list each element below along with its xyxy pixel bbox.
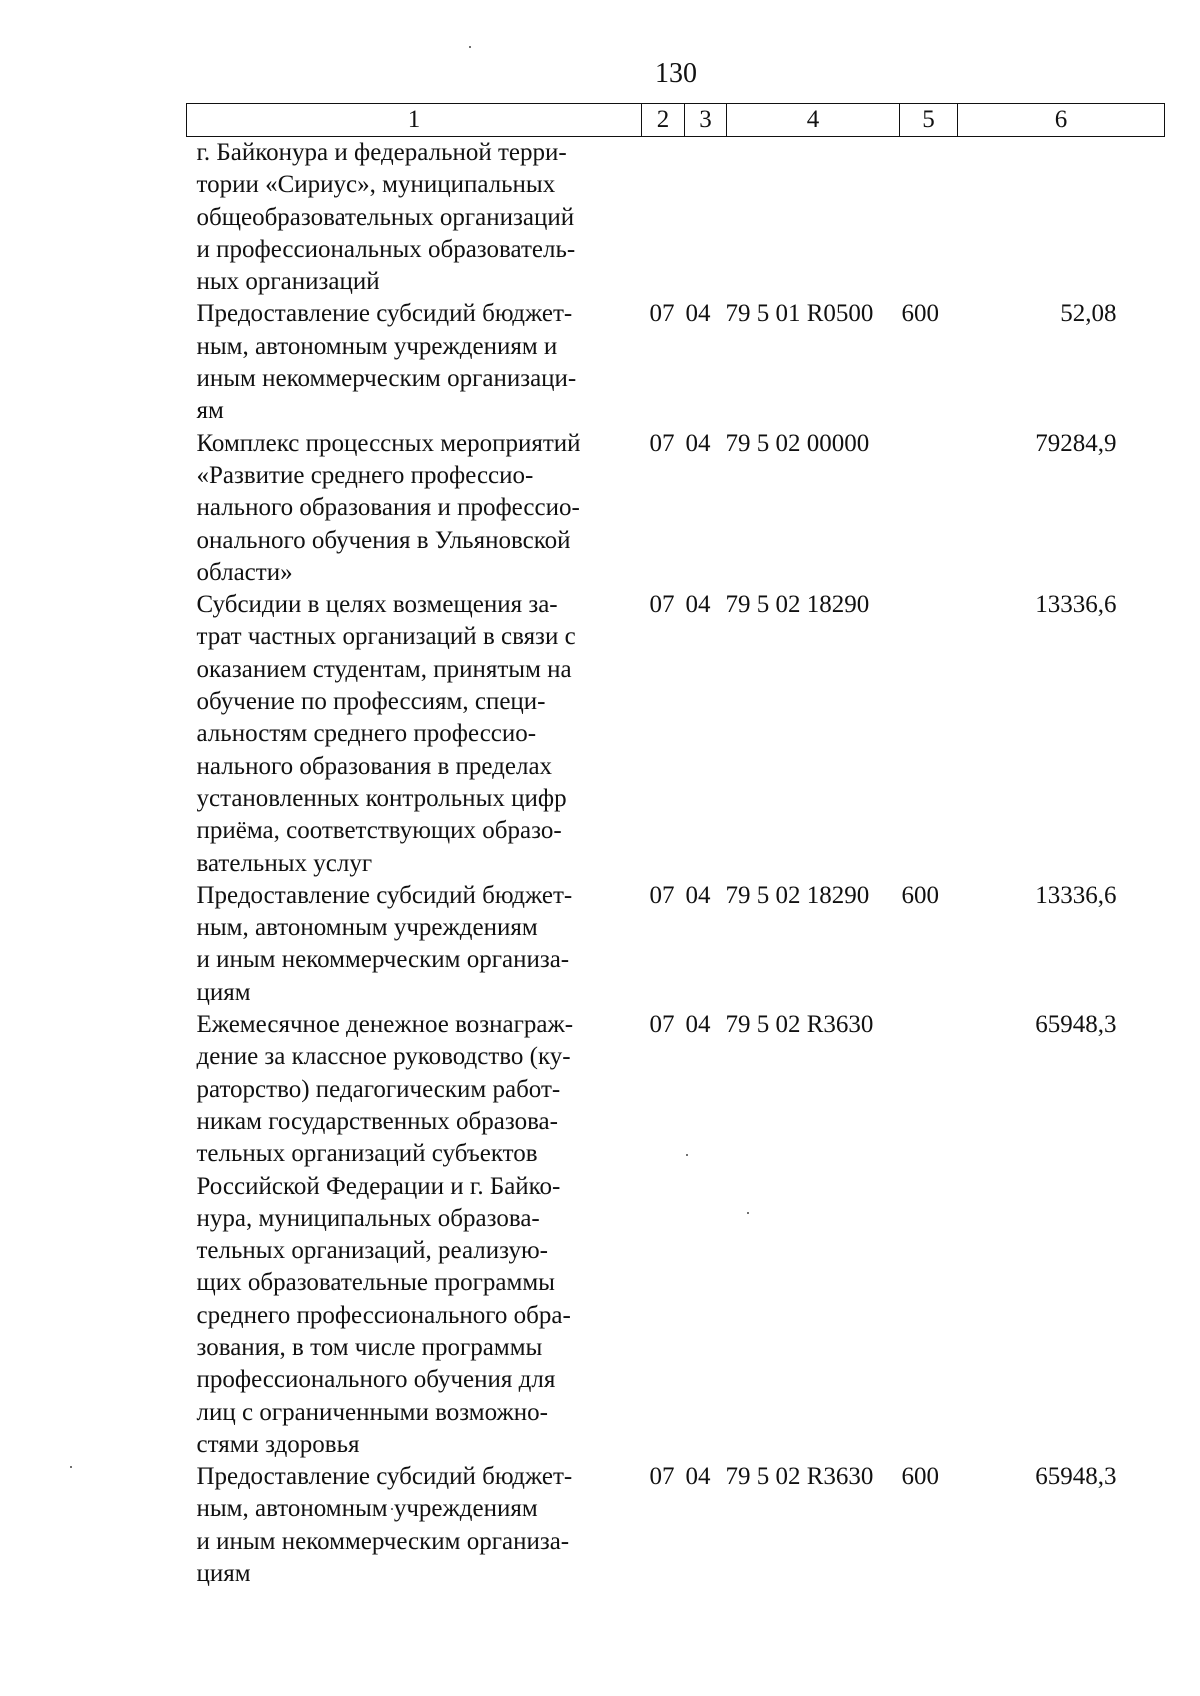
row-amount: 65948,3 [1035,1463,1117,1491]
table-row [187,880,1165,1009]
column-header-1: 1 [187,104,642,137]
table-row [187,298,1165,427]
description-line: профессионального обучения для [196,1366,556,1394]
row-amount: 79284,9 [1035,429,1117,457]
table-row [187,1009,1165,1461]
description-line: и иным некоммерческим организа- [196,946,570,974]
description-line: ям [196,397,224,425]
target-article-code: 79 5 01 R0500 [725,300,874,328]
section-code: 07 [649,429,675,457]
table-header-row [187,104,1165,137]
description-line: нального образования и профессио- [196,494,580,522]
description-line: нального образования в пределах [196,752,553,780]
description-line: ным, автономным учреждениям и [196,332,558,360]
description-line: установленных контрольных цифр [196,784,567,812]
row-codes [642,137,958,299]
description-line: щих образовательные программы [196,1269,555,1297]
page-number: 130 [655,58,697,89]
description-line: стями здоровья [196,1430,360,1458]
description-line: области» [196,558,293,586]
description-line: ных организаций [196,268,380,296]
budget-table [186,103,1165,1590]
row-description [187,589,642,880]
description-line: обучение по профессиям, специ- [196,688,546,716]
section-code: 07 [649,591,675,619]
column-header-4: 4 [727,104,900,137]
section-code: 07 [649,1463,675,1491]
description-line: Комплекс процессных мероприятий [196,429,581,457]
subsection-code: 04 [685,881,711,909]
description-line: Предоставление субсидий бюджет- [196,1463,573,1491]
section-code: 07 [649,1011,675,1039]
row-description [187,298,642,427]
expense-type-code: 600 [901,881,939,909]
subsection-code: 04 [685,591,711,619]
description-line: никам государственных образова- [196,1107,558,1135]
expense-type-code: 600 [901,1463,939,1491]
description-line: иным некоммерческим организаци- [196,365,577,393]
row-description [187,880,642,1009]
description-line: «Развитие среднего профессио- [196,461,534,489]
table-row [187,589,1165,880]
description-line: ным, автономным учреждениям [196,914,538,942]
row-codes [642,1461,958,1590]
description-line: общеобразовательных организаций [196,203,575,231]
description-line: Российской Федерации и г. Байко- [196,1172,561,1200]
target-article-code: 79 5 02 00000 [725,429,870,457]
subsection-code: 04 [685,1463,711,1491]
description-line: приёма, соответствующих образо- [196,817,562,845]
description-line: Ежемесячное денежное вознаграж- [196,1011,574,1039]
description-line: тории «Сириус», муниципальных [196,171,556,199]
row-description [187,428,642,589]
subsection-code: 04 [685,300,711,328]
description-line: вательных услуг [196,849,373,877]
column-header-6: 6 [958,104,1165,137]
row-codes [642,589,958,880]
row-codes [642,428,958,589]
table-row [187,428,1165,589]
description-line: оказанием студентам, принятым на [196,655,572,683]
column-header-3: 3 [685,104,727,137]
description-line: альностям среднего профессио- [196,720,537,748]
expense-type-code: 600 [901,300,939,328]
description-line: лиц с ограниченными возможно- [196,1398,548,1426]
description-line: раторство) педагогическим работ- [196,1075,561,1103]
description-line: зования, в том числе программы [196,1333,543,1361]
scan-speck [70,1466,72,1468]
description-line: нура, муниципальных образова- [196,1204,540,1232]
description-line: тельных организаций, реализую- [196,1237,548,1265]
table-row [187,1461,1165,1590]
description-line: среднего профессионального обра- [196,1301,571,1329]
description-line: дение за классное руководство (ку- [196,1043,571,1071]
row-description [187,137,642,299]
description-line: тельных организаций субъектов [196,1140,538,1168]
table-row [187,137,1165,299]
description-line: Субсидии в целях возмещения за- [196,591,558,619]
description-line: трат частных организаций в связи с [196,623,576,651]
target-article-code: 79 5 02 R3630 [725,1011,874,1039]
description-line: г. Байконура и федеральной терри- [196,139,567,166]
row-amount: 65948,3 [1035,1011,1117,1039]
row-amount: 13336,6 [1035,591,1117,619]
description-line: Предоставление субсидий бюджет- [196,300,573,328]
scan-speck [469,46,471,48]
description-line: циям [196,978,251,1006]
column-header-2: 2 [642,104,685,137]
description-line: ным, автономным учреждениям [196,1495,538,1523]
description-line: Предоставление субсидий бюджет- [196,881,573,909]
row-description [187,1461,642,1590]
description-line: циям [196,1560,251,1588]
target-article-code: 79 5 02 R3630 [725,1463,874,1491]
row-description [187,1009,642,1461]
row-amount [958,137,1165,299]
description-line: и иным некоммерческим организа- [196,1527,570,1555]
column-header-5: 5 [900,104,958,137]
row-codes [642,1009,958,1461]
section-code: 07 [649,881,675,909]
target-article-code: 79 5 02 18290 [725,881,870,909]
row-amount: 13336,6 [1035,881,1117,909]
subsection-code: 04 [685,429,711,457]
subsection-code: 04 [685,1011,711,1039]
row-codes [642,880,958,1009]
description-line: и профессиональных образователь- [196,235,576,263]
row-amount: 52,08 [1060,300,1117,328]
description-line: онального обучения в Ульяновской [196,526,571,554]
row-codes [642,298,958,427]
target-article-code: 79 5 02 18290 [725,591,870,619]
section-code: 07 [649,300,675,328]
